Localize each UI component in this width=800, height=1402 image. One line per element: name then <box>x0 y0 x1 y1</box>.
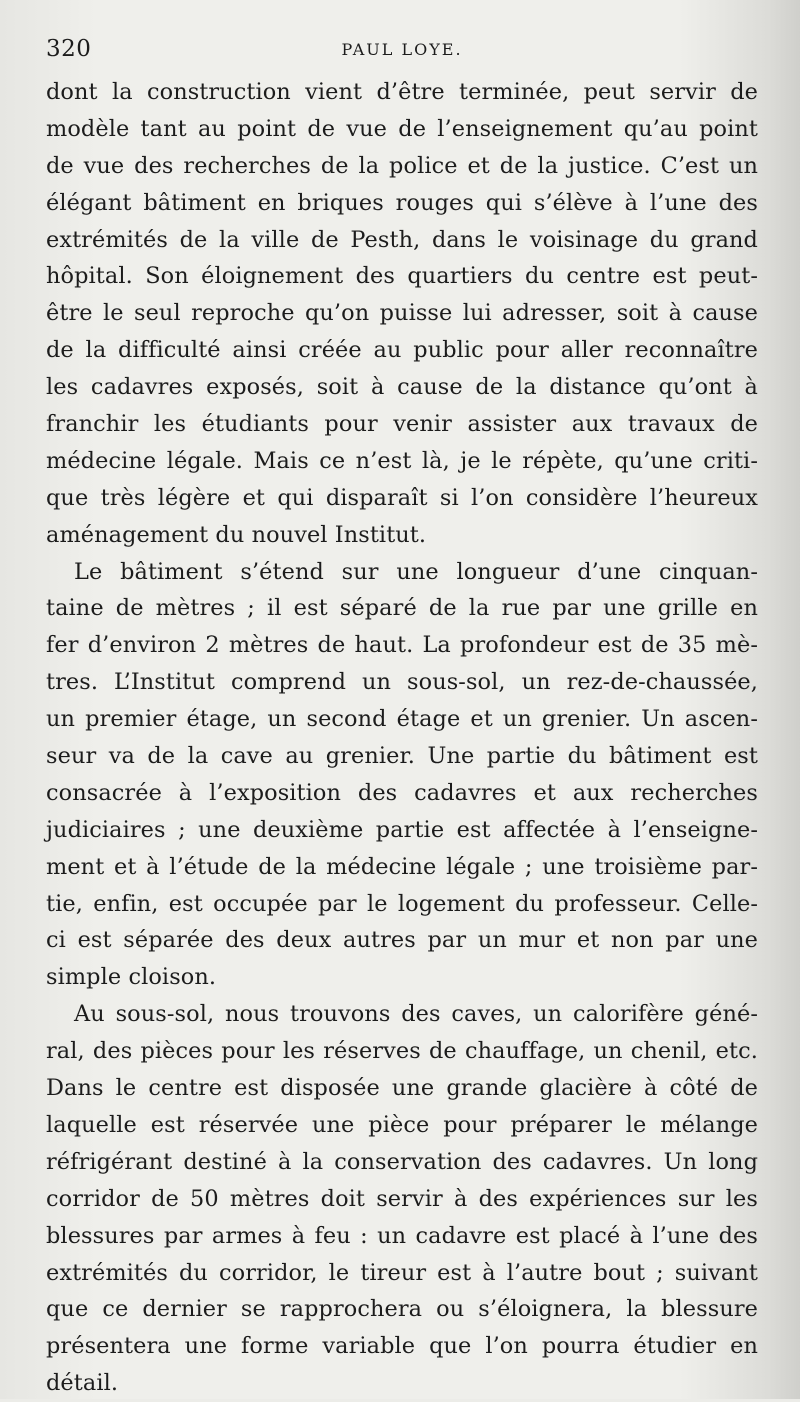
text-line: les cadavres exposés, soit à cause de la distance qu’ont à <box>46 374 758 401</box>
text-line: aménagement du nouvel Institut. <box>46 521 427 548</box>
text-line: élégant bâtiment en briques rouges qui s’élève à l’une des <box>46 189 758 216</box>
page-number: 320 <box>46 36 92 62</box>
text-line: présentera une forme variable que l’on pourra étudier en <box>46 1333 758 1360</box>
text-line: extrémités du corridor, le tireur est à l’autre bout ; suivant <box>46 1259 758 1286</box>
paragraph <box>46 996 758 1402</box>
text-line: modèle tant au point de vue de l’enseignement qu’au point <box>46 115 758 142</box>
text-line: hôpital. Son éloignement des quartiers du centre est peut- <box>46 263 758 290</box>
text-line: que très légère et qui disparaît si l’on considère l’heureux <box>46 484 758 511</box>
text-line: que ce dernier se rapprochera ou s’éloignera, la blessure <box>46 1296 758 1323</box>
text-line: extrémités de la ville de Pesth, dans le voisinage du grand <box>46 226 758 253</box>
text-line: blessures par armes à feu : un cadavre est placé à l’une des <box>46 1222 758 1249</box>
text-line: consacrée à l’exposition des cadavres et aux recherches <box>46 779 758 806</box>
text-line: judiciaires ; une deuxième partie est affectée à l’enseigne- <box>46 816 758 843</box>
text-line: Le bâtiment s’étend sur une longueur d’une cinquan- <box>74 558 758 585</box>
text-line: seur va de la cave au grenier. Une partie du bâtiment est <box>46 743 758 770</box>
body-text <box>46 74 758 1402</box>
text-line: réfrigérant destiné à la conservation des cadavres. Un long <box>46 1148 758 1175</box>
text-line: détail. <box>46 1370 119 1397</box>
text-line: médecine légale. Mais ce n’est là, je le répète, qu’une criti- <box>46 447 758 474</box>
text-line: ral, des pièces pour les réserves de chauffage, un chenil, etc. <box>46 1038 758 1065</box>
paragraph <box>46 74 758 554</box>
text-line: tie, enfin, est occupée par le logement du professeur. Celle- <box>46 890 758 917</box>
text-line: laquelle est réservée une pièce pour préparer le mélange <box>46 1111 758 1138</box>
text-line: taine de mètres ; il est séparé de la rue par une grille en <box>46 595 758 622</box>
text-line: tres. L’Institut comprend un sous-sol, un rez-de-chaussée, <box>46 669 758 696</box>
text-line: être le seul reproche qu’on puisse lui adresser, soit à cause <box>46 300 758 327</box>
text-line: simple cloison. <box>46 964 217 991</box>
text-line: Dans le centre est disposée une grande glacière à côté de <box>46 1075 758 1102</box>
text-line: fer d’environ 2 mètres de haut. La profondeur est de 35 mè- <box>46 632 758 659</box>
text-line: de la difficulté ainsi créée au public pour aller reconnaître <box>46 337 758 364</box>
text-line: ment et à l’étude de la médecine légale ; une troisième par- <box>46 853 758 880</box>
text-line: de vue des recherches de la police et de la justice. C’est un <box>46 152 758 179</box>
text-line: un premier étage, un second étage et un grenier. Un ascen- <box>46 706 758 733</box>
text-line: dont la construction vient d’être terminée, peut servir de <box>46 79 758 105</box>
text-line: franchir les étudiants pour venir assister aux travaux de <box>46 411 758 438</box>
text-line: ci est séparée des deux autres par un mur et non par une <box>46 927 758 954</box>
text-line: Au sous-sol, nous trouvons des caves, un calorifère géné- <box>74 1001 758 1028</box>
paragraph <box>46 554 758 997</box>
text-line: corridor de 50 mètres doit servir à des expériences sur les <box>46 1185 758 1212</box>
page-header <box>46 36 758 68</box>
running-head: PAUL LOYE. <box>341 40 463 59</box>
